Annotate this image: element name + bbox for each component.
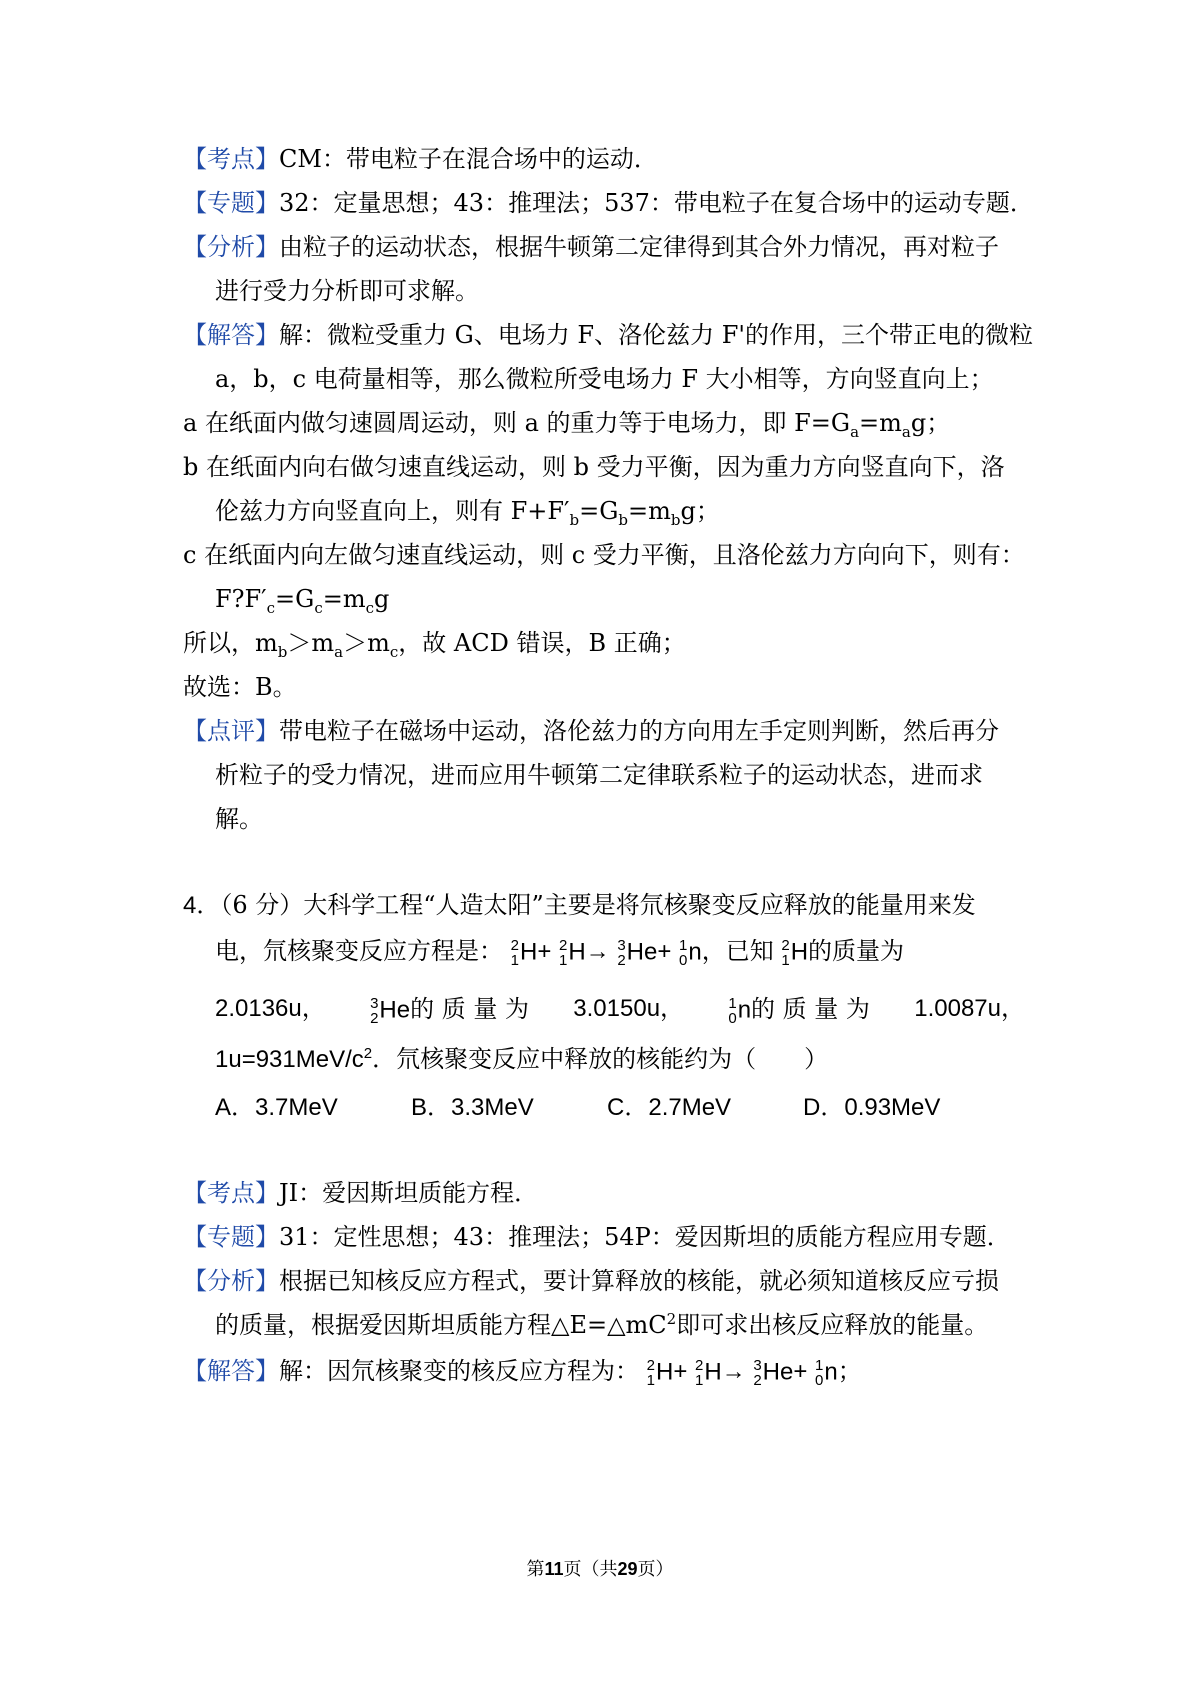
- jieda-line-2a: 【解答】解：因氘核聚变的核反应方程为： 2 1 H+ 2 1 H→ 3 2 He+ 1 0 n；: [183, 1356, 862, 1389]
- kaodian-tag-2: 【考点】: [183, 1179, 279, 1207]
- line-c-1: c 在纸面内向左做匀速直线运动，则 c 受力平衡，且洛伦兹力方向向下，则有：: [183, 541, 1025, 569]
- option-c[interactable]: C．2.7MeV: [607, 1094, 732, 1121]
- line-b-2: 伦兹力方向竖直向上，则有 $F+F'_b=G_b=m_bg$；: [215, 497, 720, 529]
- fenxi-text-1: 由粒子的运动状态，根据牛顿第二定律得到其合外力情况，再对粒子: [279, 233, 999, 261]
- kaodian-text: CM：带电粒子在混合场中的运动．: [279, 145, 658, 173]
- nuclide-deuterium-1: 2 1 H: [510, 936, 538, 969]
- dianping-text-1: 带电粒子在磁场中运动，洛伦兹力的方向用左手定则判断，然后再分: [279, 717, 999, 745]
- mass-n: 1.0087u，: [914, 995, 1025, 1022]
- jieda-tag-2: 【解答】: [183, 1357, 279, 1385]
- nuclide-helium: 3 2 He: [617, 936, 658, 969]
- kaodian-text-2: JI：爱因斯坦质能方程．: [279, 1179, 539, 1207]
- fenxi-line-1: [183, 230, 999, 264]
- dianping-line-3: 解。: [215, 805, 263, 833]
- option-d[interactable]: D．0.93MeV: [803, 1094, 941, 1121]
- nuclide-helium-2: 3 2 He: [370, 994, 411, 1027]
- nuclide-neutron-3: 1 0 n: [815, 1356, 838, 1389]
- line-a: a 在纸面内做匀速圆周运动，则 a 的重力等于电场力，即 $F=G_a=m_ag$；: [183, 409, 951, 441]
- jieda-tag: 【解答】: [183, 321, 279, 349]
- guxuan-line: 故选：B。: [183, 673, 297, 701]
- option-b[interactable]: B．3.3MeV: [411, 1094, 534, 1121]
- nuclide-deuterium-3: 2 1 H: [781, 936, 809, 969]
- dianping-line-2: 析粒子的受力情况，进而应用牛顿第二定律联系粒子的运动状态，进而求: [215, 761, 983, 789]
- zhuanti-line-2: [183, 1220, 1011, 1254]
- question-4-line-2: 电，氘核聚变反应方程是： 2 1 H+ 2 1 H→ 3 2 He+ 1 0 n，已知 2 1 H的质量为: [215, 936, 905, 969]
- arrow-icon: →: [585, 938, 610, 965]
- kaodian-line-2: [183, 1176, 538, 1210]
- nuclide-deuterium-5: 2 1 H: [694, 1356, 722, 1389]
- kaodian-tag: 【考点】: [183, 145, 279, 173]
- question-number: 4．: [183, 892, 221, 919]
- fenxi-tag-2: 【分析】: [183, 1267, 279, 1295]
- fenxi-line-2b: 的质量，根据爱因斯坦质能方程$\triangle E=\triangle mC^2$即可求出核反应释放的能量。: [215, 1310, 989, 1339]
- total-pages: 29: [617, 1559, 638, 1579]
- jieda-text-1: 解：微粒受重力 G、电场力 F、洛伦兹力 F'的作用，三个带正电的微粒: [279, 321, 1033, 349]
- zhuanti-tag: 【专题】: [183, 189, 279, 217]
- line-b-1: b 在纸面内向右做匀速直线运动，则 b 受力平衡，因为重力方向竖直向下，洛: [183, 453, 1005, 481]
- suoyi-line: 所以，$m_b>m_a>m_c$，故 ACD 错误，B 正确；: [183, 629, 686, 661]
- nuclide-deuterium-2: 2 1 H: [558, 936, 586, 969]
- mass-H: 2.0136u，: [215, 995, 326, 1022]
- mass-He: 3.0150u，: [573, 995, 685, 1022]
- question-4-options: [215, 1090, 940, 1125]
- question-score: （6 分）: [220, 891, 304, 919]
- option-a[interactable]: A．3.7MeV: [215, 1094, 338, 1121]
- fenxi-line-2a: [183, 1264, 999, 1298]
- zhuanti-text-2: 31：定性思想；43：推理法；54P：爱因斯坦的质能方程应用专题．: [279, 1223, 1011, 1251]
- page-number: 11: [544, 1559, 564, 1579]
- zhuanti-line-1: [183, 186, 1034, 220]
- jieda-line-1: [183, 318, 1033, 352]
- jieda-line-2: a，b，c 电荷量相等，那么微粒所受电场力 F 大小相等，方向竖直向上；: [215, 365, 994, 393]
- dianping-tag: 【点评】: [183, 717, 279, 745]
- page-footer: 第11页（共29页）: [526, 1559, 674, 1580]
- nuclide-helium-3: 3 2 He: [753, 1356, 794, 1389]
- dianping-line-1: [183, 714, 999, 748]
- line-c-2: $F?F'_c=G_c=m_cg$: [215, 585, 390, 617]
- nuclide-neutron: 1 0 n: [679, 936, 702, 969]
- arrow-icon-2: →: [721, 1358, 746, 1385]
- question-stem-1: 大科学工程“人造太阳”主要是将氘核聚变反应释放的能量用来发: [303, 891, 976, 919]
- question-4-line-4: $1u=931MeV/c^2$．氘核聚变反应中释放的核能约为（ ）: [215, 1045, 829, 1073]
- fenxi-tag: 【分析】: [183, 233, 279, 261]
- kaodian-line-1: [183, 142, 658, 176]
- nuclide-neutron-2: 1 0 n: [728, 994, 752, 1027]
- fenxi-text-2a: 根据已知核反应方程式，要计算释放的核能，就必须知道核反应亏损: [279, 1267, 999, 1295]
- zhuanti-tag-2: 【专题】: [183, 1223, 279, 1251]
- zhuanti-text: 32：定量思想；43：推理法；537：带电粒子在复合场中的运动专题．: [279, 189, 1034, 217]
- nuclide-deuterium-4: 2 1 H: [646, 1356, 674, 1389]
- question-4-line-1: [183, 888, 976, 923]
- question-4-line-3: 2.0136u， 3 2 He的 质 量 为 3.0150u， 1 0 n的 质 量 为 1.0087u，: [215, 992, 1025, 1028]
- fenxi-line-2: 进行受力分析即可求解。: [215, 277, 479, 305]
